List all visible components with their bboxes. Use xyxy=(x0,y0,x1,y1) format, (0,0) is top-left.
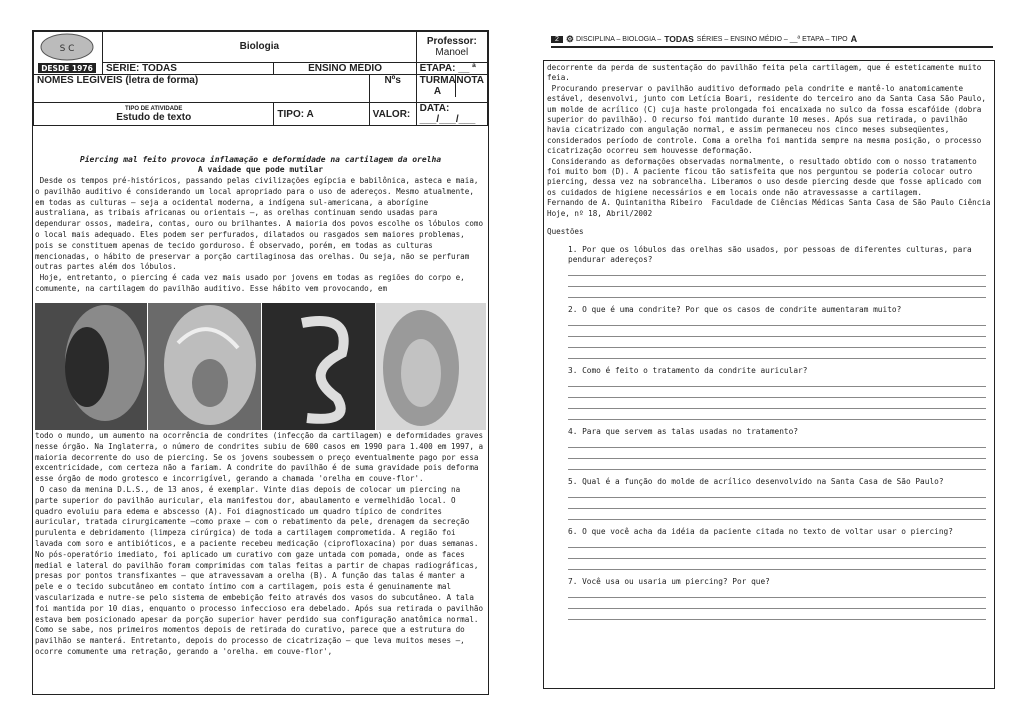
question-5: 5. Qual é a função do molde de acrílico desenvolvido na Santa Casa de São Paulo? xyxy=(568,476,944,486)
valor-label: VALOR: xyxy=(369,103,416,126)
answer-line[interactable] xyxy=(568,437,986,448)
right-page xyxy=(541,30,997,662)
etapa-label: ETAPA: __ ª xyxy=(416,62,487,74)
question-list xyxy=(544,245,994,620)
article-continuation: decorrente da perda de sustentação do pavilhão feita pela cartilagem, que é esteticamente muito feia. Procurando preservar o pavilhão auditivo deformado pela condrite e mantê-lo anatomicamente estável, desenvolvi, junto com Letícia Boari, residente do terceiro ano da Santa Casa São Paulo, um molde de acrílico (C) cuja haste prolongada foi encaixada no sulco da fossa escafóide (dobra superior do pavilhão). O recurso foi mantido durante 10 meses. Após sua retirada, o pavilhão havia cicatrizado com angulação normal, e assim permaneceu nos cinco meses subseqüentes, considerados período de controle. Coma a orelha foi mantida sempre na mesma posição, o processo cicatrização ocorreu sem houvesse deformação. Considerando as deformações observadas normalmente, o resultado obtido com o nosso tratamento foi muito bom (D). A paciente ficou tão satisfeita que nos perguntou se poderia colocar outro piercing, dessa vez na sobrancelha. Liberamos o uso desde piercing desde que fosse aplicado com os cuidados de higiene necessários e em locais onde não atravessasse a cartilagem. xyxy=(547,63,986,197)
answer-line[interactable] xyxy=(568,265,986,276)
answer-line[interactable] xyxy=(568,487,986,498)
article-paragraph-1: Desde os tempos pré-históricos, passando pelas civilizações egípcia e babilônica, asteca e maia, o pavilhão auditivo é considerando um local apropriado para o uso de adereços. Mesmo atualmente, em todas as culturas — seja a ocidental moderna, a indígena sul-americana, a aborígine australiana, as tribais africanas ou orientais —, as orelhas continuam sendo usadas para dependurar ossos, madeira, contas, ouro ou brilhantes. A maioria dos povos escolhe os lóbulos como o local mais adequado. Eles podem ser perfurados, dilatados ou rasgados sem maiores problemas, pois se constituem apenas de tecido gorduroso. É observado, porém, em todas as culturas mencionadas, o hábito de preservar a porção cartilaginosa das orelhas. Ou seja, não se perfuram outras partes além dos lóbulos. Hoje, entretanto, o piercing é cada vez mais usado por jovens em todas as regiões do corpo e, comumente, na cartilagem do pavilhão auditivo. Esse hábito vem provocando, em xyxy=(35,176,484,293)
answer-line[interactable] xyxy=(568,448,986,459)
names-field[interactable]: NOMES LEGÍVEIS (letra de forma) xyxy=(34,75,370,103)
header-logo-icon: ⚙ xyxy=(565,33,574,44)
article-paragraph-2: todo o mundo, um aumento na ocorrência de condrites (infecção da cartilagem) e deformidades graves nesse órgão. Na Inglaterra, o número de condrites subiu de 600 casos em 1990 para 1.400 em 1997, a maioria decorrente do uso de piercing. Se os jovens soubessem o preço eventualmente pago por essa excentricidade, com certeza não a fariam. A condrite do pavilhão é de suma gravidade pois deforma esse órgão de modo grotesco e incorrigível, gerando a chamada 'orelha em couve-flor'. O caso da menina D.L.S., de 13 anos, é exemplar. Vinte dias depois de colocar um piercing na parte superior do pavilhão auricular, ela manifestou dor, abaulamento e vermelhidão local. O quadro evoluiu para edema e abscesso (A). Foi diagnosticado um quadro típico de condrites auricular, tratada cirurgicamente —como praxe — com o rebatimento da pele, drenagem da secreção purulenta e debridamento (limpeza cirúrgica) de toda a cartilagem comprometida. A região foi lavada com soro e antibióticos, e a paciente recebeu medicação (ciprofloxacina) por duas semanas. No pós-operatório imediato, foi aplicado um curativo com gaze untada com pomada, onde as faces medial e lateral do pavilhão foram comprimidas com talas feitas a partir de chapas radiográficas, presas por pontos transfixantes — que atravessavam a orelha (B). A função das talas é manter a pele e o tecido subcutâneo em contato íntimo com a cartilagem, pois esta é genuinamente mal vascularizada e nutre-se pelo sistema de embebição feito através dos vasos do subcutâneo. A tala foi mantida por 10 dias, enquanto o processo infeccioso era debelado. Após sua retirada o pavilhão estava bem posicionado apesar da porção superior haver perdido sua configuração anatômica normal. Como se sabe, nos primeiros momentos depois de retirada do curativo, parece que a estrutura do pavilhão se manterá. Entretanto, depois do processo de cicatrização — que leva muitos meses —, ocorre comumente uma retração, gerando a 'orelha. em couve-flor', xyxy=(35,431,484,656)
article-heading xyxy=(33,155,488,175)
question-4: 4. Para que servem as talas usadas no tratamento? xyxy=(568,426,799,436)
school-logo-cell xyxy=(34,32,103,75)
answer-line[interactable] xyxy=(568,559,986,570)
turma-nota-cell xyxy=(416,75,487,103)
school-logo xyxy=(34,32,100,74)
ensino-label: ENSINO MÉDIO xyxy=(274,62,416,74)
right-content-box xyxy=(543,60,995,689)
right-page-header xyxy=(551,32,993,48)
nota-label: NOTA xyxy=(456,75,484,86)
answer-line[interactable] xyxy=(568,548,986,559)
header-todas: TODAS xyxy=(664,34,694,44)
question-7: 7. Você usa ou usaria um piercing? Por que? xyxy=(568,576,770,586)
answer-line[interactable] xyxy=(568,337,986,348)
answer-line[interactable] xyxy=(568,509,986,520)
answer-line[interactable] xyxy=(568,609,986,620)
answer-line[interactable] xyxy=(568,587,986,598)
photo-c-mold xyxy=(262,303,375,430)
answer-line[interactable] xyxy=(568,398,986,409)
page-title: Biologia xyxy=(103,32,417,63)
article-author: Fernando de A. Quintanitha Ribeiro Faculdade de Ciências Médicas Santa Casa de São Paulo Ciência Hoje, nº 18, Abril/2002 xyxy=(547,198,996,218)
professor-label: Professor: xyxy=(426,35,477,47)
logo-text: DESDE 1976 xyxy=(41,64,93,73)
tipo-label: TIPO: A xyxy=(274,103,369,126)
activity-type-cell xyxy=(34,103,274,126)
professor-cell xyxy=(416,32,487,63)
answer-line[interactable] xyxy=(568,276,986,287)
numbers-label: Nºs xyxy=(369,75,416,103)
question-6: 6. O que você acha da idéia da paciente citada no texto de voltar usar o piercing? xyxy=(568,526,953,536)
header-tipo: A xyxy=(850,34,858,44)
article-title-line2: A vaidade que pode mutilar xyxy=(197,165,324,174)
answer-line[interactable] xyxy=(568,387,986,398)
svg-text:S C: S C xyxy=(59,44,75,54)
question-1: 1. Por que os lóbulos das orelhas são usados, por pessoas de diferentes culturas, para pendurar adereços? xyxy=(568,244,972,264)
photo-a-ear xyxy=(35,303,147,430)
question-2: 2. O que é uma condrite? Por que os casos de condrite aumentaram muito? xyxy=(568,304,902,314)
professor-name: Manoel xyxy=(435,46,469,58)
answer-line[interactable] xyxy=(568,348,986,359)
questoes-label: Questões xyxy=(547,227,584,237)
answer-line[interactable] xyxy=(568,598,986,609)
answer-line[interactable] xyxy=(568,498,986,509)
answer-line[interactable] xyxy=(568,459,986,470)
photo-b-ear xyxy=(148,303,261,430)
answer-line[interactable] xyxy=(568,326,986,337)
serie-label: SÉRIE: TODAS xyxy=(103,62,274,74)
header-disciplina: DISCIPLINA – BIOLOGIA – xyxy=(575,35,662,43)
answer-line[interactable] xyxy=(568,376,986,387)
activity-type-label: TIPO DE ATIVIDADE xyxy=(125,105,183,112)
page-number: 2 xyxy=(551,36,563,43)
answer-line[interactable] xyxy=(568,287,986,298)
turma-label: TURMA A xyxy=(419,75,456,97)
article-title-line1: Piercing mal feito provoca inflamação e deformidade na cartilagem da orelha xyxy=(79,155,442,164)
answer-line[interactable] xyxy=(568,537,986,548)
header-rest: SÉRIES – ENSINO MÉDIO – __ª ETAPA – TIPO xyxy=(696,35,848,43)
worksheet-header xyxy=(33,31,488,126)
data-label: DATA: ___/___/___ xyxy=(416,103,487,126)
answer-line[interactable] xyxy=(568,409,986,420)
left-page xyxy=(32,30,489,695)
question-3: 3. Como é feito o tratamento da condrite auricular? xyxy=(568,365,808,375)
activity-type-value: Estudo de texto xyxy=(116,111,192,123)
answer-line[interactable] xyxy=(568,315,986,326)
photo-d-ear xyxy=(376,303,486,430)
